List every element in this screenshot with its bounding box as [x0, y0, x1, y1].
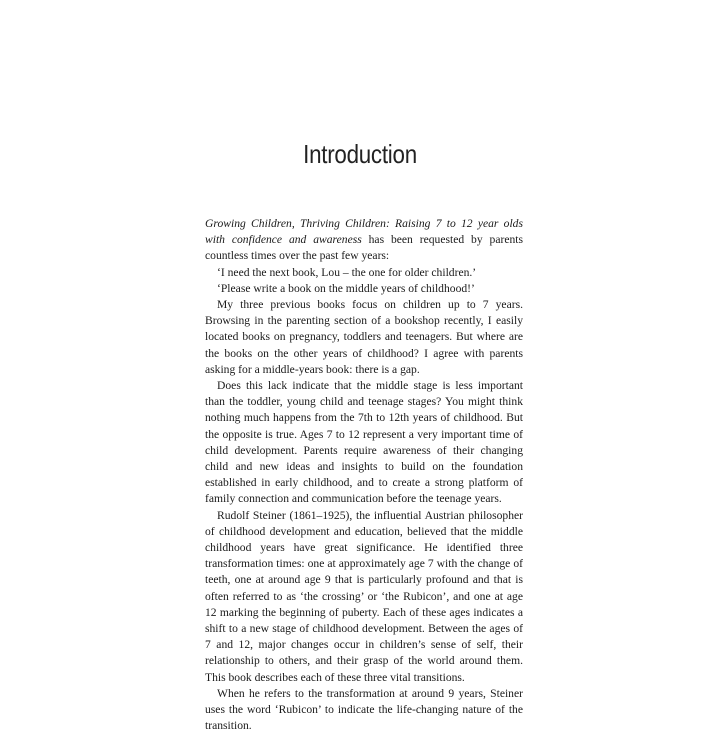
opening-rest: has been requested by parents countless times over the past few years: — [205, 233, 523, 263]
quote-2: ‘Please write a book on the middle years of childhood!’ — [217, 281, 475, 295]
book-title-italic: Growing Children, Thriving Children: Raising 7 to 12 year olds with confidence and awareness — [205, 217, 523, 247]
opening-paragraph — [205, 216, 523, 265]
paragraph-2: Does this lack indicate that the middle stage is less important than the toddler, young child and teenage stages? You might think nothing much happens from the 7th to 12th years of childhood. But the opposite is true. Ages 7 to 12 represent a very important time of child development. Parents require awareness of their changing child and new ideas and insights to build on the foundation established in early childhood, and to create a strong platform of family connection and communication before the teenage years. — [205, 379, 523, 506]
quote-1: ‘I need the next book, Lou – the one for older children.’ — [217, 265, 477, 279]
body-text — [205, 216, 523, 735]
paragraph-3: Rudolf Steiner (1861–1925), the influential Austrian philosopher of childhood development and education, believed that the middle childhood years have great significance. He identified three transformation times: one at approximately age 7 with the change of teeth, one at around age 9 that is particularly profound and that is often referred to as ‘the crossing’ or ‘the Rubicon’, and one at age 12 marking the beginning of puberty. Each of these ages indicates a shift to a new stage of childhood development. Between the ages of 7 and 12, major changes occur in children’s sense of self, their relationship to others, and their grasp of the world around them. This book describes each of these three vital transitions. — [205, 508, 523, 684]
paragraph-1: My three previous books focus on children up to 7 years. Browsing in the parenting section of a bookshop recently, I easily located books on pregnancy, toddlers and teenagers. But where are the books on the other years of childhood? I agree with parents asking for a middle-years book: there is a gap. — [205, 298, 523, 376]
chapter-title: Introduction — [303, 139, 417, 169]
paragraph-4: When he refers to the transformation at around 9 years, Steiner uses the word ‘Rubicon’ to indicate the life-changing nature of the transition. — [205, 686, 523, 733]
